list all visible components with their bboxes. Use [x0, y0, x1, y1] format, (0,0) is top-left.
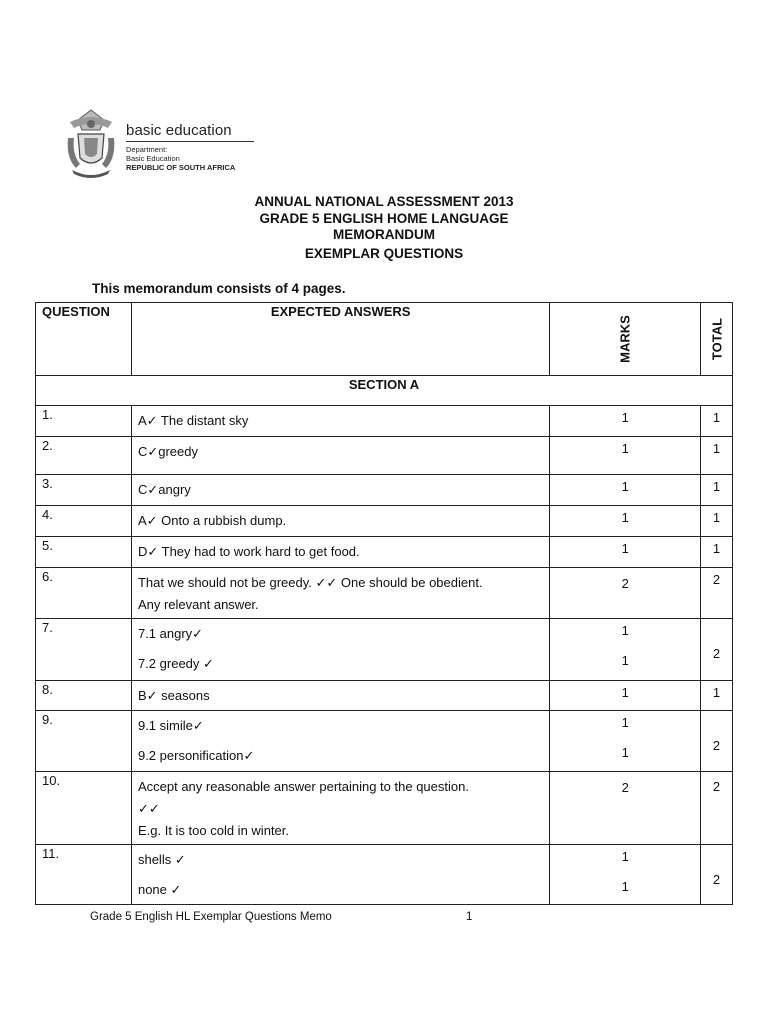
total-value: 2	[701, 845, 733, 905]
answer-line: Any relevant answer.	[137, 597, 259, 612]
header-total-label: TOTAL	[709, 317, 725, 361]
answer-row	[36, 568, 733, 619]
mark-value: 1	[621, 879, 629, 894]
title-grade: GRADE 5 ENGLISH HOME LANGUAGE	[259, 211, 509, 226]
expected-answer	[131, 681, 549, 711]
answer-line: Accept any reasonable answer pertaining to the question.	[137, 779, 469, 794]
answer-row	[36, 845, 733, 905]
header-marks	[550, 303, 701, 376]
total-value: 2	[701, 619, 733, 681]
marks-cell	[550, 406, 701, 437]
title-exemplar: EXEMPLAR QUESTIONS	[304, 246, 464, 261]
answer-row	[36, 681, 733, 711]
header-question: QUESTION	[36, 303, 132, 376]
answer-line: 9.1 simile✓	[137, 718, 204, 733]
answer-line: none ✓	[137, 882, 182, 897]
mark-value: 2	[621, 780, 629, 795]
question-number: 10.	[36, 772, 132, 845]
total-value: 1	[701, 537, 733, 568]
answer-line: ✓✓	[137, 801, 160, 816]
marks-cell	[550, 845, 701, 905]
table-header-row	[36, 303, 733, 376]
header-expected-answers: EXPECTED ANSWERS	[131, 303, 549, 376]
marks-cell	[550, 506, 701, 537]
total-value: 1	[701, 506, 733, 537]
mark-value: 1	[621, 441, 629, 456]
question-number: 3.	[36, 475, 132, 506]
total-value: 1	[701, 437, 733, 475]
question-number: 4.	[36, 506, 132, 537]
answer-row	[36, 537, 733, 568]
answer-line: D✓ They had to work hard to get food.	[137, 544, 360, 559]
mark-value: 1	[621, 653, 629, 668]
answer-line: That we should not be greedy. ✓✓ One should be obedient.	[137, 575, 483, 590]
expected-answer	[131, 406, 549, 437]
answer-row	[36, 475, 733, 506]
answer-line: 7.2 greedy ✓	[137, 656, 214, 671]
answer-line: shells ✓	[137, 852, 186, 867]
marks-cell	[550, 568, 701, 619]
mark-value: 1	[621, 623, 629, 638]
answer-line: C✓greedy	[137, 444, 198, 459]
answer-row	[36, 619, 733, 681]
header-marks-label: MARKS	[617, 315, 633, 363]
memorandum-table	[35, 302, 733, 905]
total-value: 1	[701, 406, 733, 437]
mark-value: 1	[621, 849, 629, 864]
dept-line-1: Department:	[126, 145, 168, 154]
answer-line: A✓ Onto a rubbish dump.	[137, 513, 287, 528]
mark-value: 1	[621, 745, 629, 760]
answer-row	[36, 437, 733, 475]
marks-cell	[550, 619, 701, 681]
marks-cell	[550, 537, 701, 568]
section-label: SECTION A	[36, 376, 733, 406]
total-value: 2	[701, 711, 733, 772]
answer-row	[36, 506, 733, 537]
department-logo	[64, 108, 264, 178]
expected-answer	[131, 772, 549, 845]
marks-cell	[550, 681, 701, 711]
brand-divider	[126, 141, 254, 142]
dept-line-2: Basic Education	[126, 154, 180, 163]
mark-value: 1	[621, 685, 629, 700]
total-value: 2	[701, 772, 733, 845]
footer-title: Grade 5 English HL Exemplar Questions Memo	[90, 911, 332, 923]
expected-answer	[131, 619, 549, 681]
answer-row	[36, 406, 733, 437]
answer-row	[36, 772, 733, 845]
marks-cell	[550, 475, 701, 506]
answer-line: 9.2 personification✓	[137, 748, 255, 763]
question-number: 8.	[36, 681, 132, 711]
mark-value: 1	[621, 410, 629, 425]
expected-answer	[131, 711, 549, 772]
marks-cell	[550, 437, 701, 475]
answer-line: B✓ seasons	[137, 688, 210, 703]
total-value: 1	[701, 681, 733, 711]
expected-answer	[131, 568, 549, 619]
expected-answer	[131, 437, 549, 475]
title-assessment: ANNUAL NATIONAL ASSESSMENT 2013	[254, 194, 514, 209]
question-number: 11.	[36, 845, 132, 905]
total-value: 2	[701, 568, 733, 619]
question-number: 7.	[36, 619, 132, 681]
brand-name: basic education	[126, 122, 232, 139]
marks-cell	[550, 711, 701, 772]
answer-line: E.g. It is too cold in winter.	[137, 823, 289, 838]
expected-answer	[131, 845, 549, 905]
dept-line-3: REPUBLIC OF SOUTH AFRICA	[126, 163, 236, 172]
marks-cell	[550, 772, 701, 845]
answer-line: C✓angry	[137, 482, 191, 497]
answer-row	[36, 711, 733, 772]
question-number: 5.	[36, 537, 132, 568]
question-number: 6.	[36, 568, 132, 619]
question-number: 9.	[36, 711, 132, 772]
section-row	[36, 376, 733, 406]
mark-value: 2	[621, 576, 629, 591]
expected-answer	[131, 506, 549, 537]
total-value: 1	[701, 475, 733, 506]
coat-of-arms-icon	[64, 108, 118, 178]
mark-value: 1	[621, 541, 629, 556]
title-memorandum: MEMORANDUM	[333, 227, 435, 242]
mark-value: 1	[621, 479, 629, 494]
footer-page-number: 1	[466, 911, 473, 923]
page-count-note: This memorandum consists of 4 pages.	[92, 281, 346, 296]
question-number: 1.	[36, 406, 132, 437]
answer-line: A✓ The distant sky	[137, 413, 249, 428]
mark-value: 1	[621, 510, 629, 525]
expected-answer	[131, 537, 549, 568]
question-number: 2.	[36, 437, 132, 475]
answer-line: 7.1 angry✓	[137, 626, 204, 641]
expected-answer	[131, 475, 549, 506]
header-total	[701, 303, 733, 376]
mark-value: 1	[621, 715, 629, 730]
